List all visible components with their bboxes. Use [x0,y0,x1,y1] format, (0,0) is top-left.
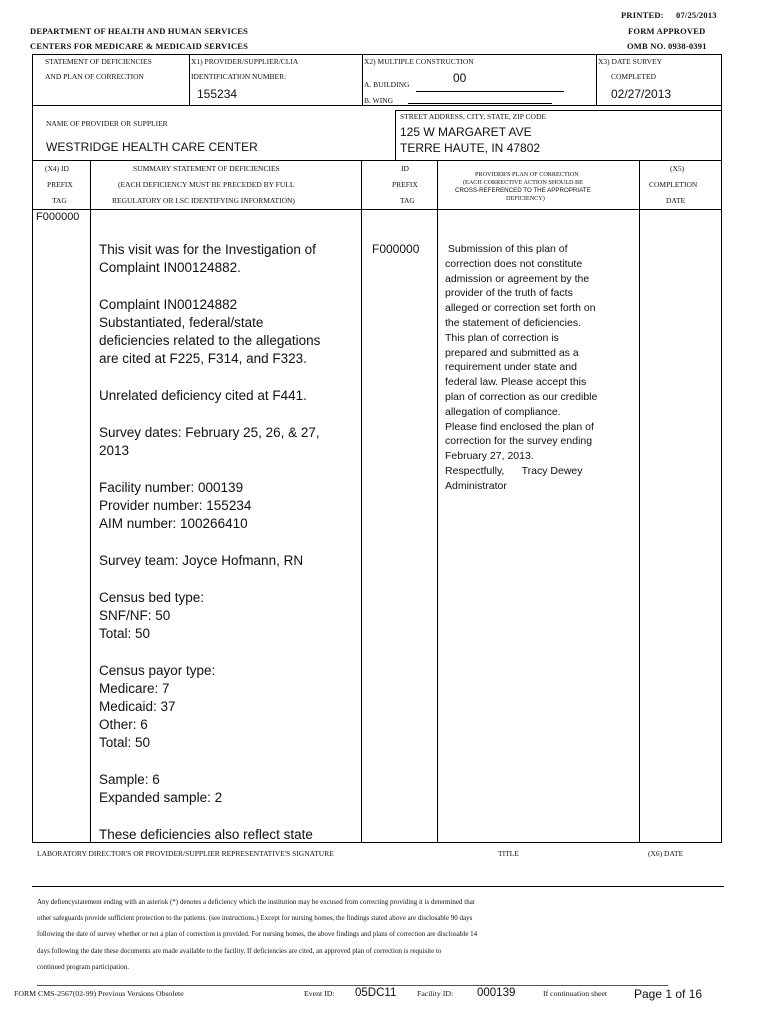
right-tag: F000000 [372,242,420,256]
centers-title: CENTERS FOR MEDICARE & MEDICAID SERVICES [30,41,249,51]
poc-line: Submission of this plan of [445,243,568,255]
disclosure-notice [37,894,477,975]
summary-line: Medicaid: 37 [99,699,176,714]
summary-line: Sample: 6 [99,772,160,787]
summary-line: Census bed type: [99,590,205,605]
poc-line: correction for the survey ending [445,435,593,448]
summary-line: This visit was for the Investigation of [99,242,316,257]
summary-line: Complaint IN00124882. [99,260,241,275]
summary-line: Unrelated deficiency cited at F441. [99,388,307,403]
date-label: DATE [666,196,686,205]
id-tag-label: TAG [400,196,415,205]
facility-id-label: Facility ID: [417,989,454,998]
summary-line: Survey dates: February 25, 26, & 27, [99,425,320,440]
summary-paragraph [99,771,354,807]
notice-line: following the date of survey whether or not a plan of correction is provided. For nursing homes, the above findings and plans of correction are disclosable 14 [37,930,478,939]
signature-label: LABORATORY DIRECTOR'S OR PROVIDER/SUPPLIER REPRESENTATIVE'S SIGNATURE [37,849,334,858]
summary-line: Medicare: 7 [99,681,170,696]
summary-paragraph [99,296,354,368]
x4-id-label: (X4) ID [45,164,69,173]
identification-number-label: IDENTIFICATION NUMBER: [191,72,287,81]
summary-instruction-1: (EACH DEFICIENCY MUST BE PRECEDED BY FULL [118,180,295,189]
summary-instruction-2: REGULATORY OR LSC IDENTIFYING INFORMATION) [112,196,295,205]
poc-line: Respectfully, Tracy Dewey [445,464,583,477]
survey-date-value: 02/27/2013 [611,87,672,101]
summary-paragraph [99,552,354,570]
summary-paragraph [99,424,354,460]
building-label: A. BUILDING [364,80,410,89]
notice-line: other safeguards provide sufficient protection to the patients. (see instructions.) Except for nursing homes, the findings stated above are disclosable 90 days [37,914,473,923]
building-value: 00 [453,71,467,85]
department-title: DEPARTMENT OF HEALTH AND HUMAN SERVICES [30,26,249,36]
poc-instruction-3: DEFICIENCY) [506,195,545,202]
summary-paragraph [99,826,354,844]
poc-heading: PROVIDER'S PLAN OF CORRECTION [475,171,579,178]
poc-line: allegation of compliance. [445,405,561,418]
poc-line: correction does not constitute [445,257,583,270]
poc-line: federal law. Please accept this [445,376,587,389]
poc-line: This plan of correction is [445,331,559,344]
id-label: ID [401,164,409,173]
form-approved-label: FORM APPROVED [628,26,706,36]
summary-line: AIM number: 100266410 [99,516,248,531]
x6-date-label: (X6) DATE [648,849,684,858]
omb-number: OMB NO. 0938-0391 [627,41,707,51]
poc-instruction-2: CROSS-REFERENCED TO THE APPROPRIATE [455,187,591,194]
summary-line: Facility number: 000139 [99,480,244,495]
summary-statement [99,241,354,863]
summary-paragraph [99,589,354,643]
title-label: TITLE [498,849,519,858]
form-number: FORM CMS-2567(02-99) Previous Versions Obsolete [14,989,184,998]
provider-name-label: NAME OF PROVIDER OR SUPPLIER [46,119,168,128]
notice-line: days following the date these documents are made available to the facility. If deficiencies are cited, an approved plan of correction is requisite to [37,946,442,955]
poc-line: provider of the truth of facts [445,287,573,300]
x4-prefix-label: PREFIX [47,180,73,189]
poc-line: prepared and submitted as a [445,346,579,359]
poc-line: Please find enclosed the plan of [445,420,594,433]
poc-instruction-1: (EACH CORRECTIVE ACTION SHOULD BE [463,179,583,186]
date-survey-label: X3) DATE SURVEY [598,57,662,66]
plan-of-correction-text [445,242,635,494]
completion-label: COMPLETION [649,180,698,189]
x4-tag-label: TAG [52,196,67,205]
summary-paragraph [99,479,354,533]
poc-line: admission or agreement by the [445,272,590,285]
summary-line: are cited at F225, F314, and F323. [99,351,307,366]
statement-label: STATEMENT OF DEFICIENCIES [45,57,152,66]
plan-of-correction-label: AND PLAN OF CORRECTION [45,72,144,81]
multiple-construction-label: X2) MULTIPLE CONSTRUCTION [364,57,474,66]
address-line-2: TERRE HAUTE, IN 47802 [400,141,541,155]
printed-label: PRINTED: [621,10,664,20]
summary-paragraph [99,241,354,277]
facility-id-value: 000139 [477,987,516,999]
x5-label: (X5) [670,164,685,173]
continuation-label: If continuation sheet [543,989,608,998]
summary-line: Expanded sample: 2 [99,790,223,805]
left-tag: F000000 [36,211,80,223]
event-id-value: 05DC11 [355,987,397,999]
poc-line: the statement of deficiencies. [445,316,581,329]
completed-label: COMPLETED [611,72,656,81]
summary-line: Total: 50 [99,735,151,750]
summary-line: Complaint IN00124882 [99,297,238,312]
summary-line: deficiencies related to the allegations [99,333,321,348]
id-prefix-label: PREFIX [392,180,418,189]
poc-line: Administrator [445,479,507,492]
poc-line: requirement under state and [445,361,577,374]
summary-line: Provider number: 155234 [99,498,252,513]
poc-line: alleged or correction set forth on [445,302,596,315]
summary-heading: SUMMARY STATEMENT OF DEFICIENCIES [133,164,280,173]
summary-line: Other: 6 [99,717,148,732]
printed-date: 07/25/2013 [676,10,717,20]
summary-line: SNF/NF: 50 [99,608,171,623]
summary-line: 2013 [99,443,130,458]
summary-paragraph [99,662,354,752]
summary-line: These deficiencies also reflect state [99,827,313,842]
summary-line: Substantiated, federal/state [99,315,264,330]
address-line-1: 125 W MARGARET AVE [400,125,532,139]
provider-name-value: WESTRIDGE HEALTH CARE CENTER [46,140,258,154]
poc-line: February 27, 2013. [445,450,534,463]
poc-line: plan of correction as our credible [445,390,598,403]
street-address-label: STREET ADDRESS, CITY, STATE, ZIP CODE [400,112,546,121]
summary-line: Census payor type: [99,663,216,678]
provider-id-label: X1) PROVIDER/SUPPLIER/CLIA [191,57,299,66]
provider-id-value: 155234 [197,87,238,101]
notice-line: Any defiencystatement ending with an asterisk (*) denotes a deficiency which the institution may be excused from correcting providing it is determined that [37,898,475,906]
event-id-label: Event ID: [304,989,335,998]
summary-line: Survey team: Joyce Hofmann, RN [99,553,304,568]
summary-line: Total: 50 [99,626,151,641]
notice-line: continued program participation. [37,962,129,971]
summary-paragraph [99,387,354,405]
wing-label: B. WING [364,96,394,105]
page-number: Page 1 of 16 [634,987,703,1001]
